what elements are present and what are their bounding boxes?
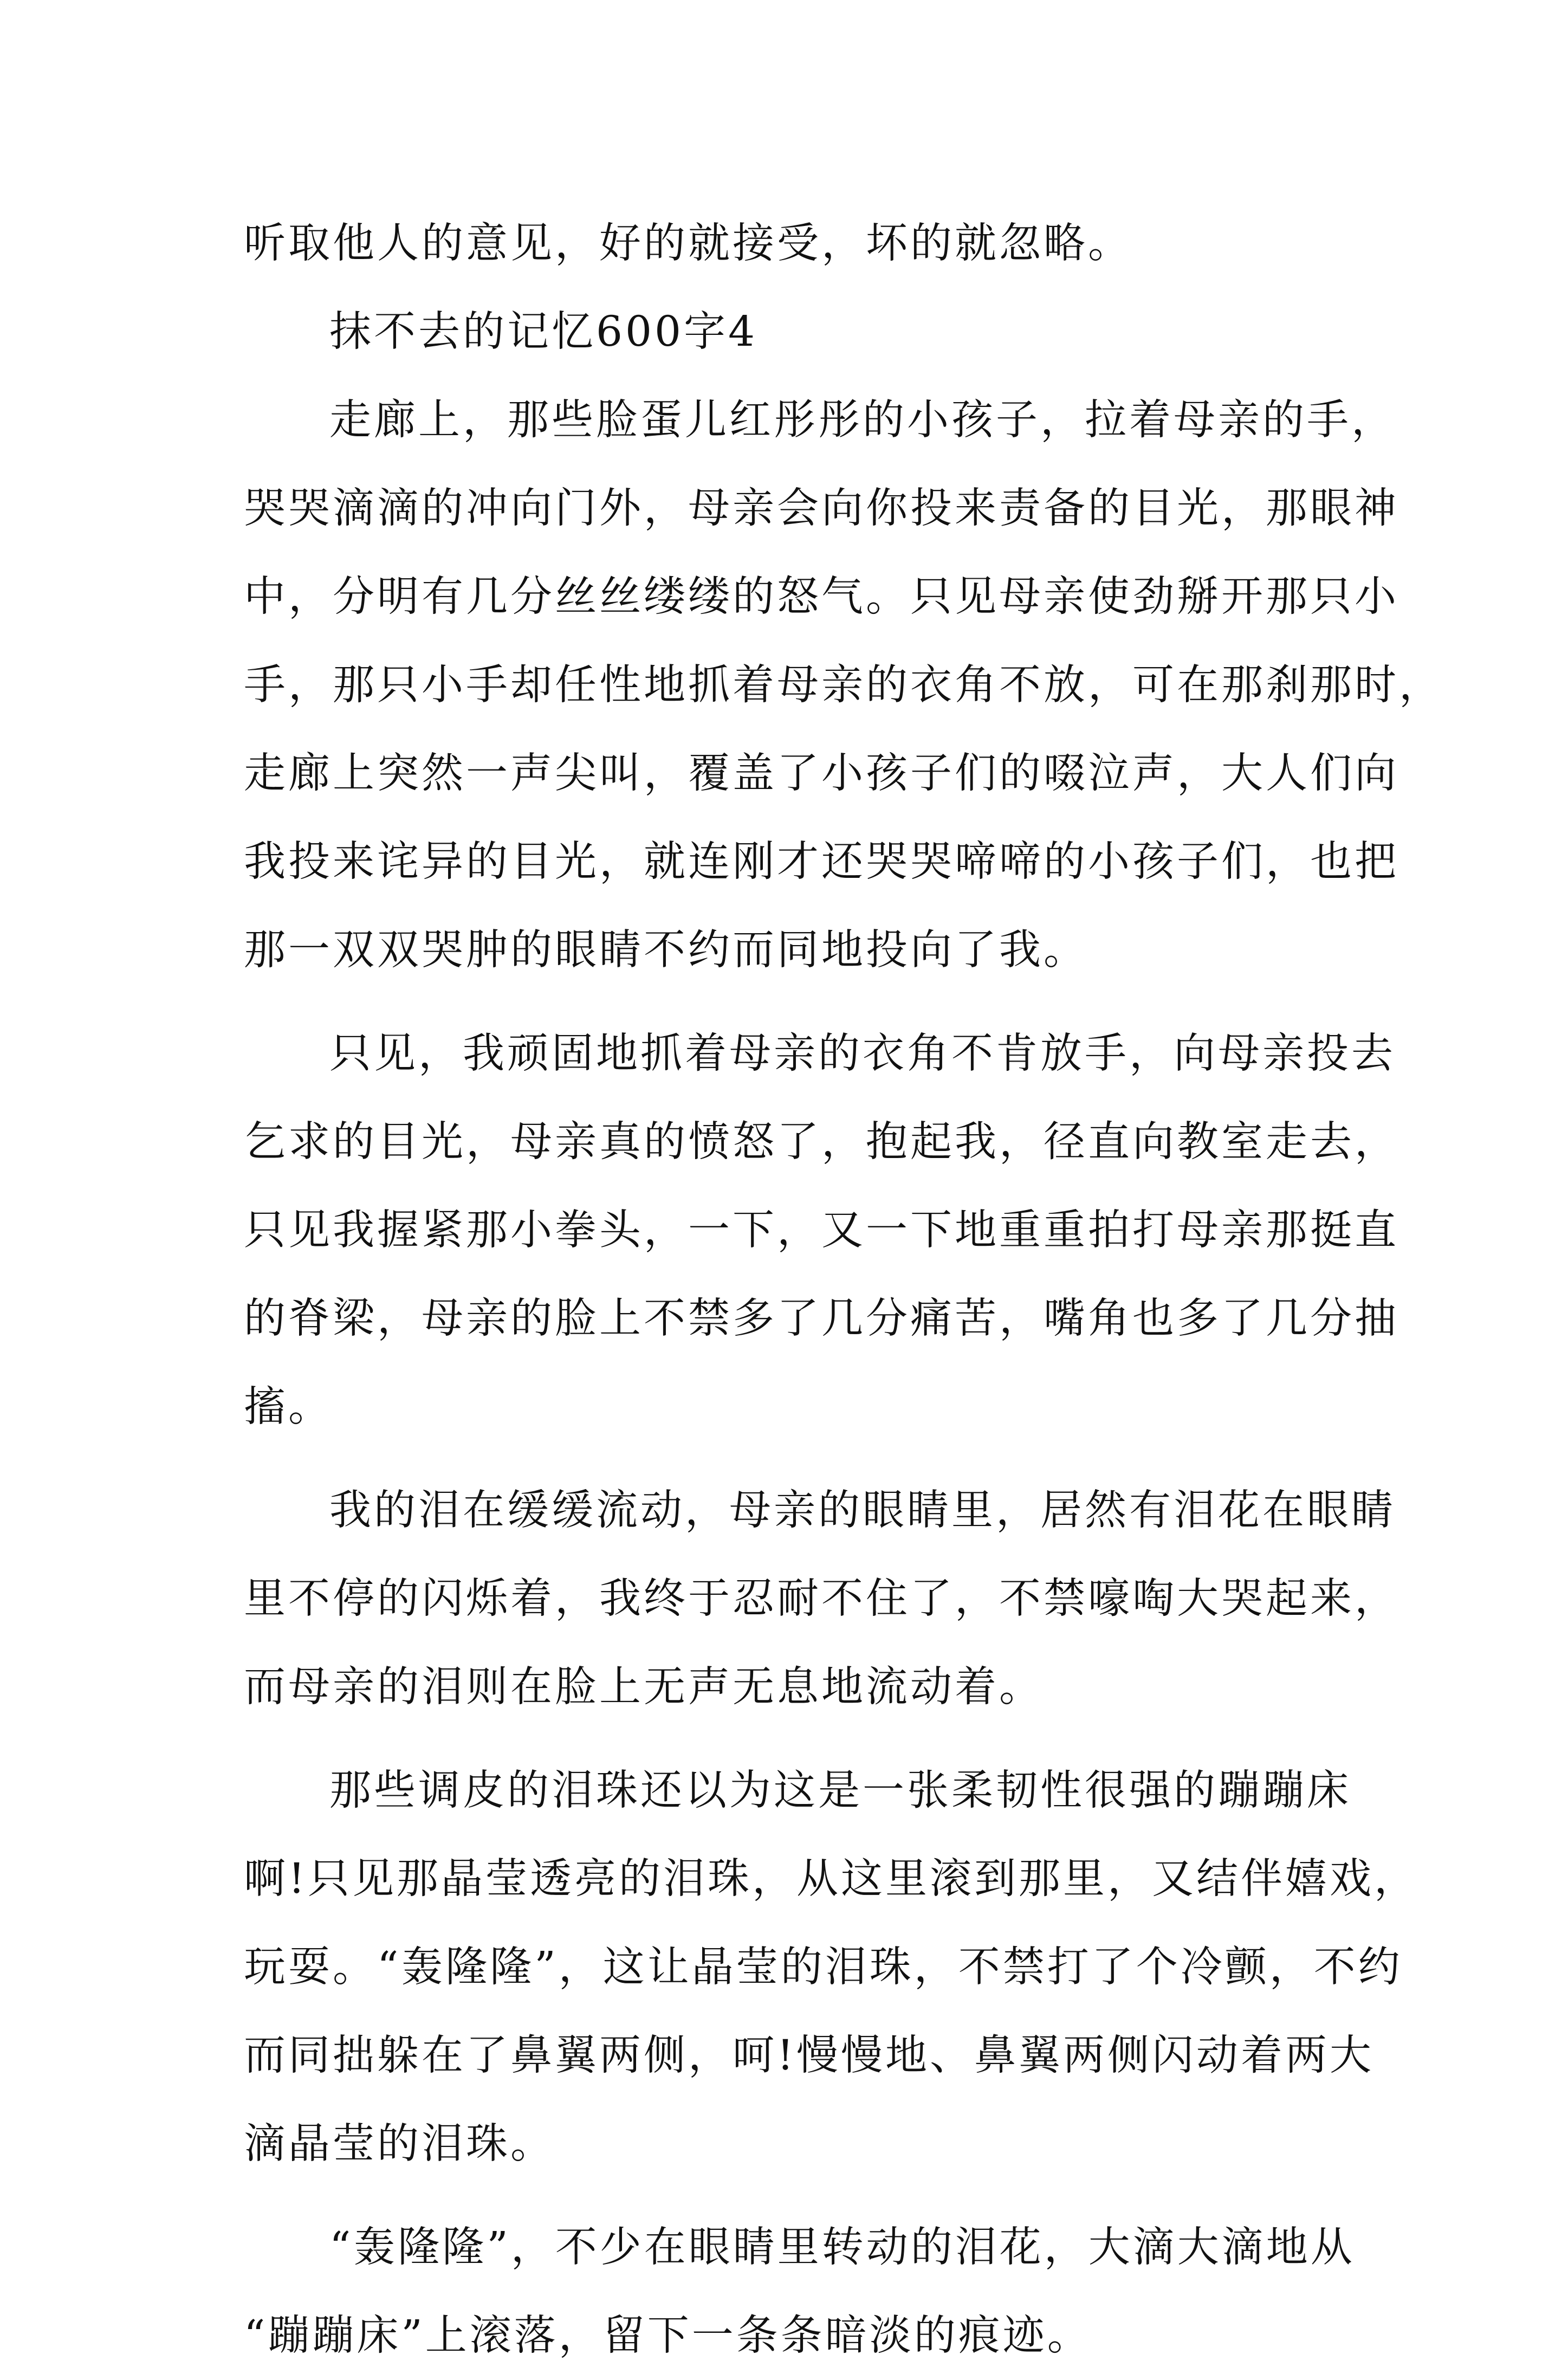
text-line: 里不停的闪烁着，我终于忍耐不住了，不禁嚎啕大哭起来， — [244, 1575, 1399, 1623]
text-line: 的脊梁，母亲的脸上不禁多了几分痛苦，嘴角也多了几分抽 — [244, 1295, 1399, 1343]
text-line: 而母亲的泪则在脸上无声无息地流动着。 — [244, 1663, 1044, 1711]
text-line: 中，分明有几分丝丝缕缕的怒气。只见母亲使劲掰开那只小 — [244, 573, 1399, 621]
text-line: 走廊上突然一声尖叫，覆盖了小孩子们的啜泣声，大人们向 — [244, 749, 1399, 798]
text-line: 那些调皮的泪珠还以为这是一张柔韧性很强的蹦蹦床 — [329, 1767, 1351, 1815]
text-line: 乞求的目光，母亲真的愤怒了，抱起我，径直向教室走去， — [244, 1118, 1399, 1166]
text-line: 搐。 — [244, 1383, 333, 1431]
text-line: 啊!只见那晶莹透亮的泪珠，从这里滚到那里，又结伴嬉戏， — [244, 1855, 1418, 1903]
text-line: 滴晶莹的泪珠。 — [244, 2120, 555, 2168]
text-line: 走廊上，那些脸蛋儿红彤彤的小孩子，拉着母亲的手， — [329, 396, 1396, 444]
document-body — [244, 199, 1443, 2380]
text-line: 只见我握紧那小拳头，一下，又一下地重重拍打母亲那挺直 — [244, 1206, 1399, 1254]
text-line: 哭哭滴滴的冲向门外，母亲会向你投来责备的目光，那眼神 — [244, 484, 1399, 533]
section-heading: 抹不去的记忆600字4 — [329, 308, 757, 356]
text-line: 玩耍。“轰隆隆”，这让晶莹的泪珠，不禁打了个冷颤，不约 — [244, 1943, 1403, 1991]
text-line: 只见，我顽固地抓着母亲的衣角不肯放手，向母亲投去 — [329, 1030, 1396, 1078]
text-line: “蹦蹦床”上滚落，留下一条条暗淡的痕迹。 — [244, 2312, 1092, 2360]
text-line: 我的泪在缓缓流动，母亲的眼睛里，居然有泪花在眼睛 — [329, 1486, 1396, 1535]
text-line: 那一双双哭肿的眼睛不约而同地投向了我。 — [244, 926, 1088, 974]
text-line: “轰隆隆”，不少在眼睛里转动的泪花，大滴大滴地从 — [329, 2223, 1355, 2272]
text-line: 而同拙躲在了鼻翼两侧，呵!慢慢地、鼻翼两侧闪动着两大 — [244, 2032, 1374, 2080]
text-line: 听取他人的意见，好的就接受，坏的就忽略。 — [244, 219, 1132, 268]
text-line: 我投来诧异的目光，就连刚才还哭哭啼啼的小孩子们，也把 — [244, 838, 1399, 886]
text-line: 手，那只小手却任性地抓着母亲的衣角不放，可在那刹那时， — [244, 661, 1443, 709]
